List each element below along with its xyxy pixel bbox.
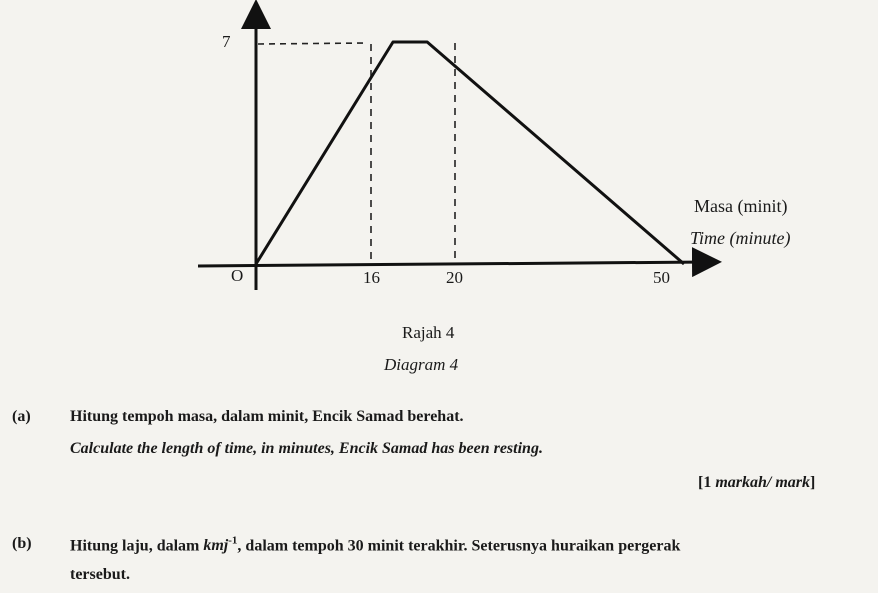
- question-b-text-line2: tersebut.: [70, 566, 130, 583]
- question-a-text-malay: Hitung tempoh masa, dalam minit, Encik Samad berehat.: [70, 408, 464, 425]
- x-axis-label-malay: Masa (minit): [694, 196, 788, 216]
- question-a-label: (a): [12, 408, 31, 425]
- x-tick-label-50: 50: [653, 268, 670, 287]
- x-tick-label-20: 20: [446, 268, 463, 287]
- y-tick-label-7: 7: [222, 32, 231, 51]
- x-tick-label-16: 16: [363, 268, 380, 287]
- question-a-text-english: Calculate the length of time, in minutes, Encik Samad has been resting.: [70, 440, 543, 457]
- series-line: [256, 42, 684, 264]
- x-axis-label-english: Time (minute): [690, 228, 791, 248]
- origin-label: O: [231, 266, 244, 285]
- diagram-caption-malay: Rajah 4: [402, 323, 455, 342]
- dashed-guide-y7: [258, 43, 368, 44]
- x-axis: [198, 262, 707, 266]
- diagram-caption-english: Diagram 4: [384, 355, 459, 374]
- question-b-text: Hitung laju, dalam kmj$^{-1}$, dalam tempoh 30 minit terakhir. Seterusnya huraikan pergerak: [70, 535, 681, 555]
- question-a-mark: [1 markah/ mark]: [698, 474, 816, 491]
- question-b-label: (b): [12, 535, 32, 552]
